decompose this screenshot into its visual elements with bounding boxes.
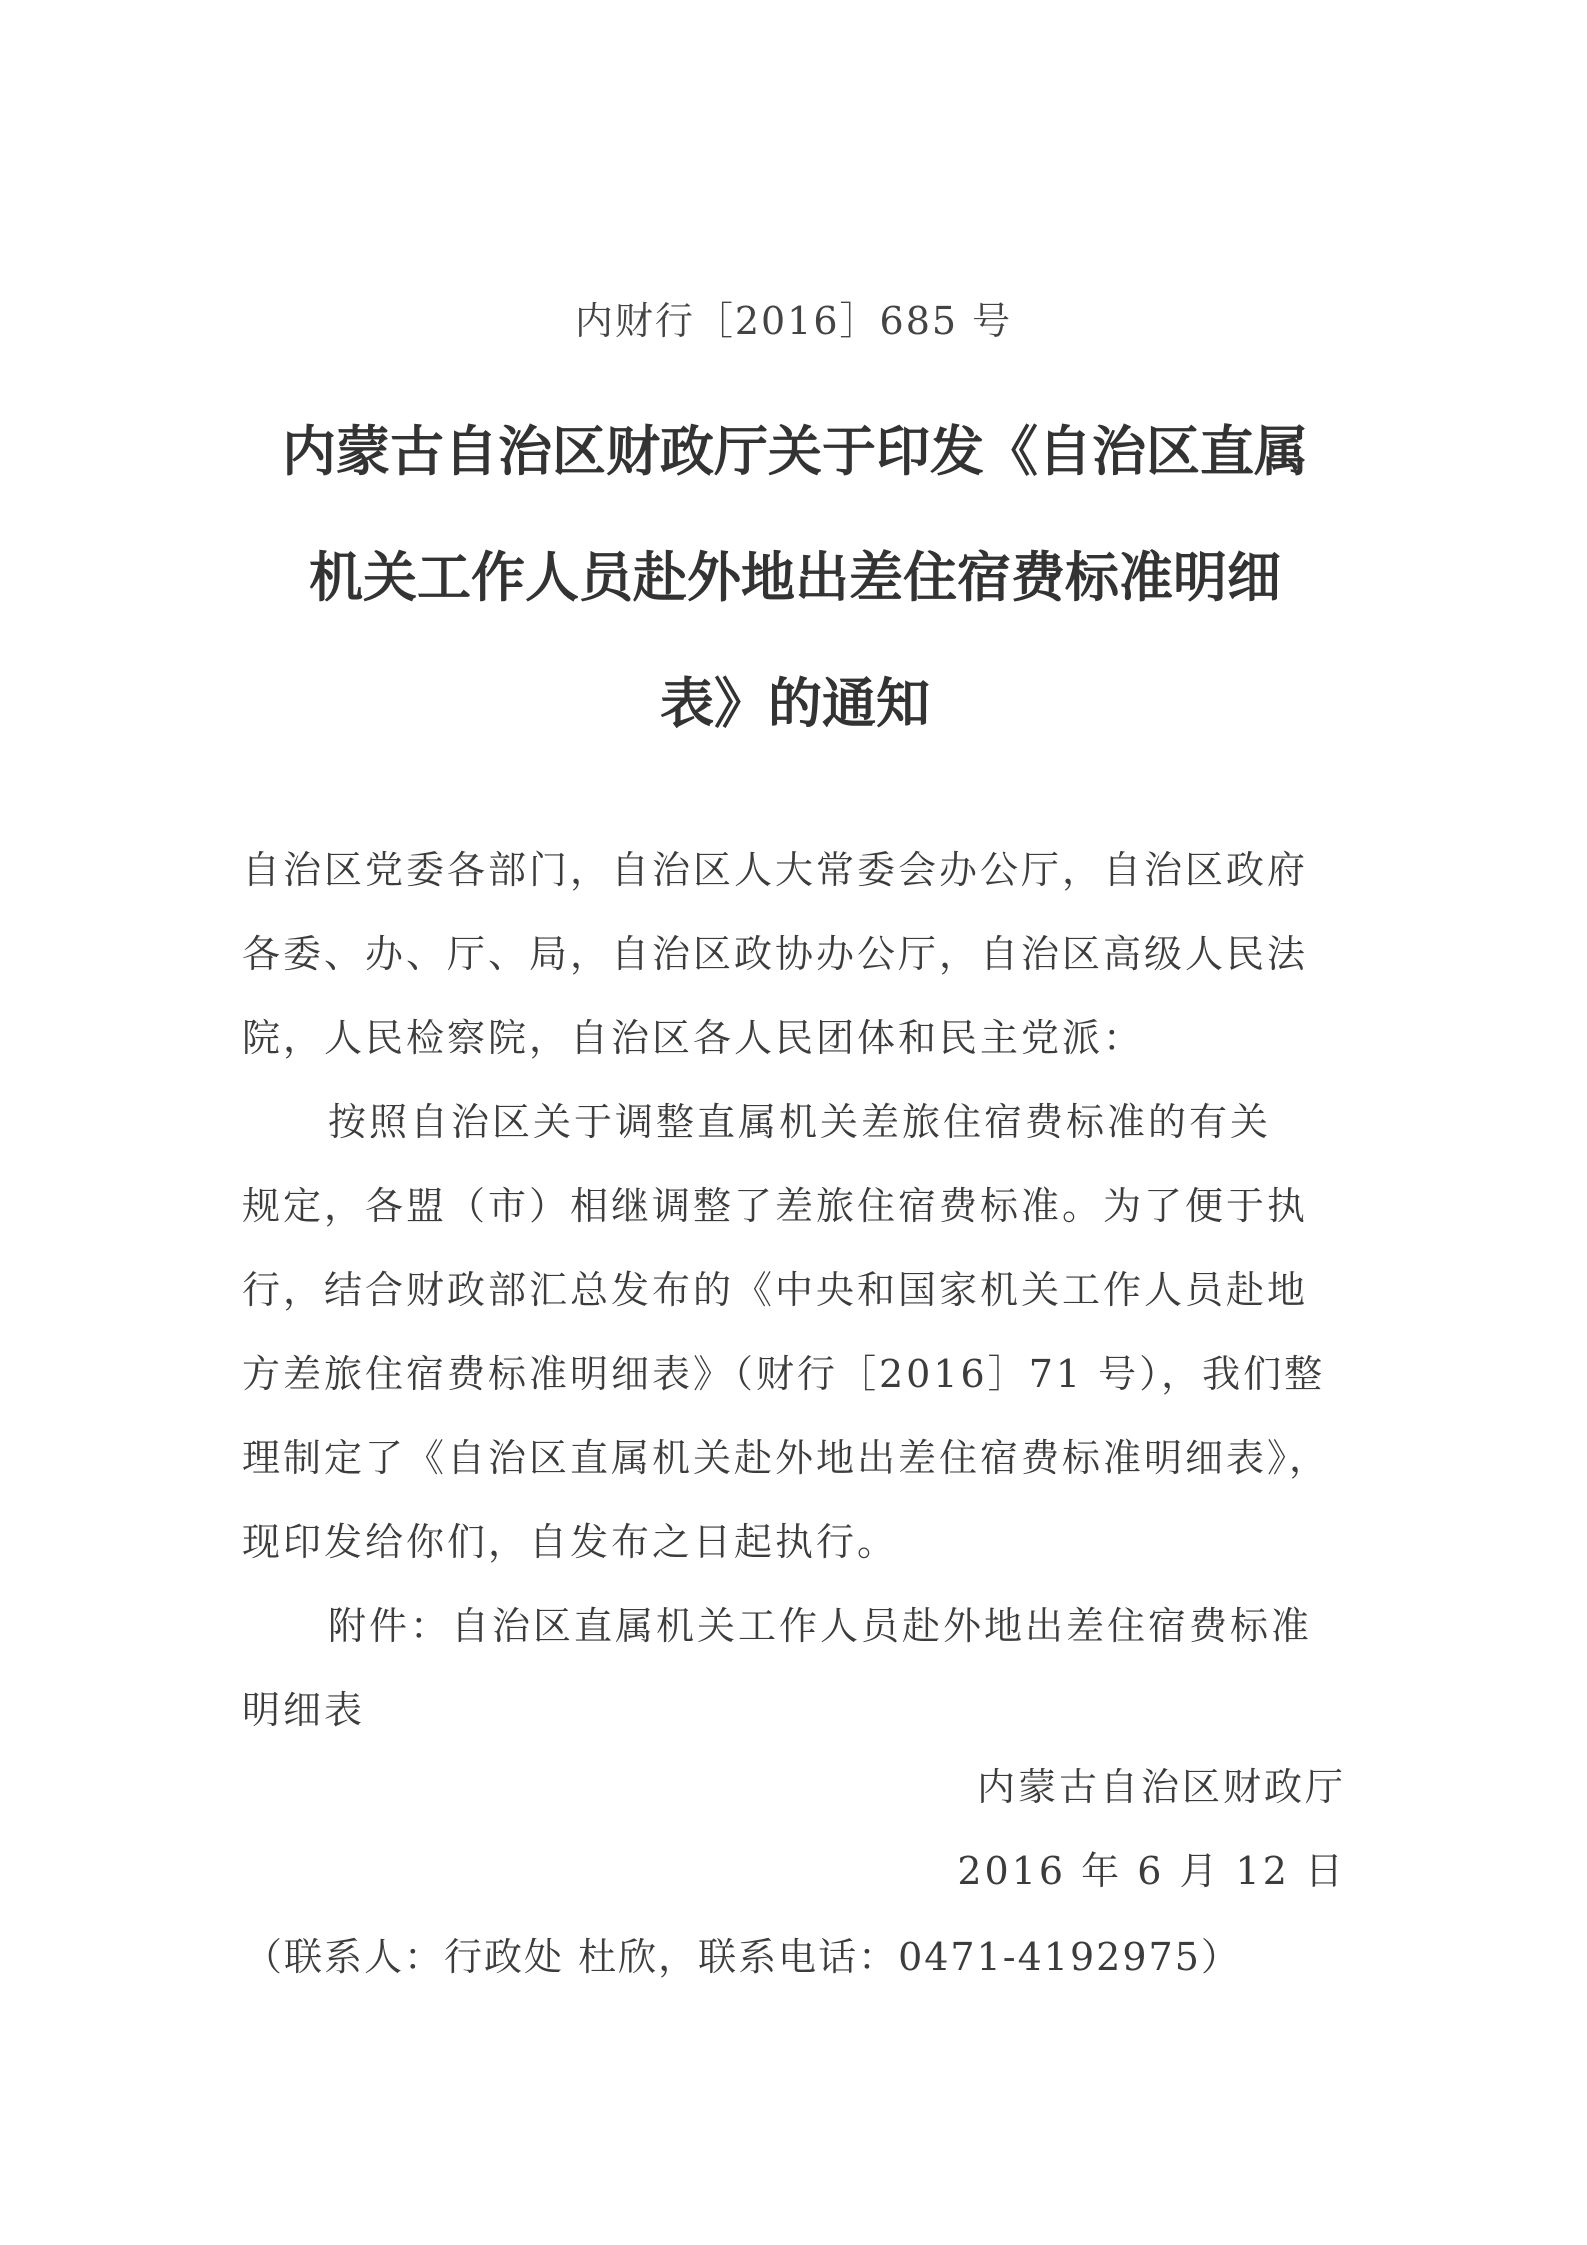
document-number: 内财行［2016］685 号 bbox=[574, 299, 1013, 343]
addressee-line: 各委、办、厅、局，自治区政协办公厅，自治区高级人民法 bbox=[242, 932, 1309, 976]
body-line: 现印发给你们，自发布之日起执行。 bbox=[242, 1520, 899, 1564]
attachment-line: 附件：自治区直属机关工作人员赴外地出差住宿费标准 bbox=[328, 1604, 1313, 1648]
title-line: 表》的通知 bbox=[660, 671, 930, 735]
addressee-line: 院，人民检察院，自治区各人民团体和民主党派： bbox=[242, 1016, 1145, 1060]
attachment-paragraph bbox=[242, 1584, 1352, 1752]
issuer-name: 内蒙古自治区财政厅 bbox=[976, 1765, 1346, 1809]
title-line: 机关工作人员赴外地出差住宿费标准明细 bbox=[309, 545, 1281, 609]
title-line: 内蒙古自治区财政厅关于印发《自治区直属 bbox=[282, 419, 1308, 483]
document-title bbox=[240, 388, 1350, 766]
signature-block bbox=[242, 1745, 1352, 1913]
attachment-line: 明细表 bbox=[242, 1688, 366, 1732]
addressee-paragraph bbox=[242, 828, 1352, 1080]
addressee-line: 自治区党委各部门，自治区人大常委会办公厅，自治区政府 bbox=[242, 848, 1309, 892]
body-line: 行，结合财政部汇总发布的《中央和国家机关工作人员赴地 bbox=[242, 1268, 1309, 1312]
document-body bbox=[242, 828, 1352, 1752]
issue-date: 2016 年 6 月 12 日 bbox=[957, 1849, 1346, 1893]
body-line: 规定，各盟（市）相继调整了差旅住宿费标准。为了便于执 bbox=[242, 1184, 1309, 1228]
contact-info: （联系人：行政处 杜欣，联系电话：0471-4192975） bbox=[244, 1935, 1241, 1979]
body-line: 方差旅住宿费标准明细表》（财行［2016］71 号），我们整 bbox=[242, 1352, 1326, 1396]
body-line: 理制定了《自治区直属机关赴外地出差住宿费标准明细表》， bbox=[242, 1436, 1331, 1480]
body-line: 按照自治区关于调整直属机关差旅住宿费标准的有关 bbox=[328, 1100, 1272, 1144]
main-paragraph bbox=[242, 1080, 1352, 1584]
